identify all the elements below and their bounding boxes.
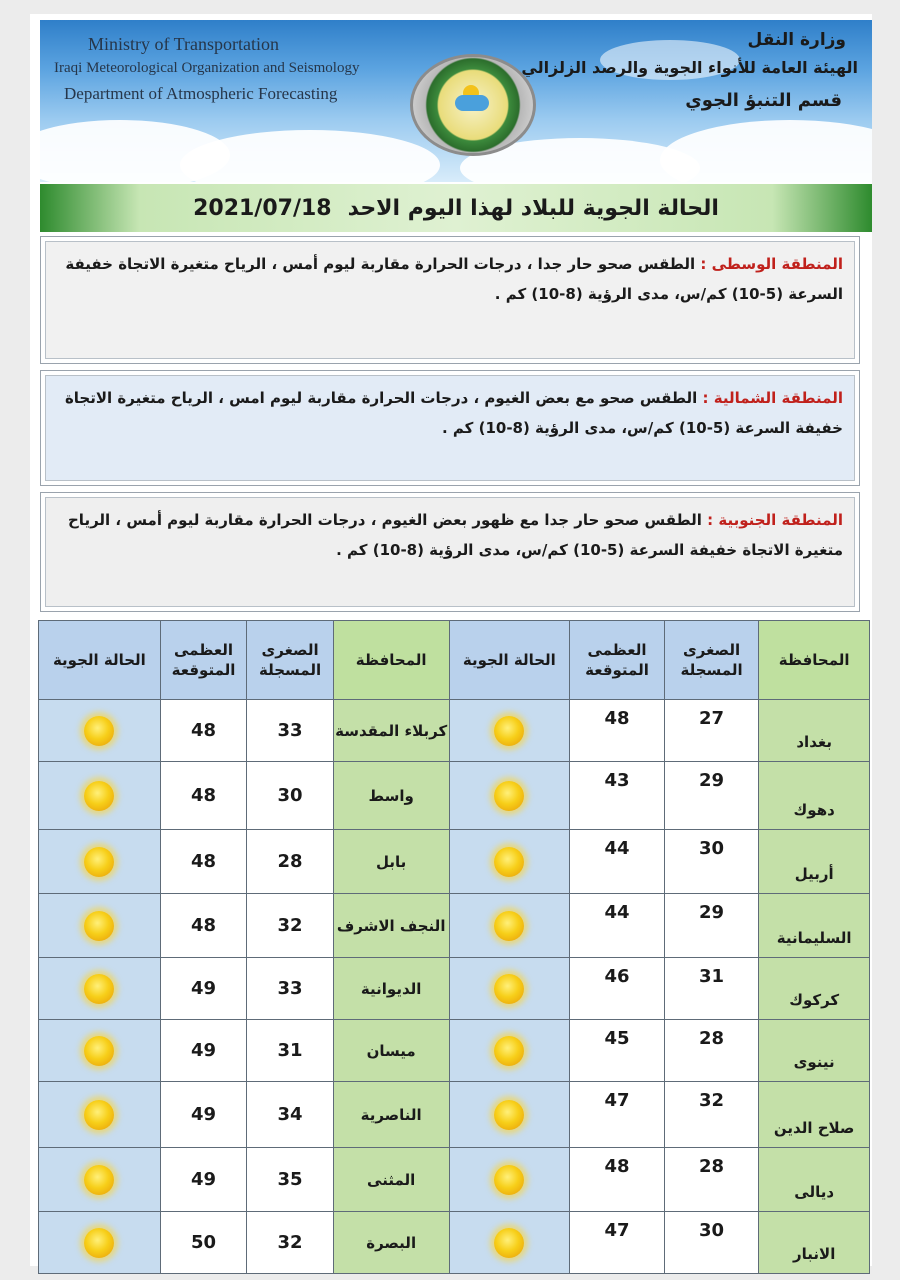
min-temp-cell: 30 xyxy=(664,1212,759,1274)
table-row xyxy=(39,1212,870,1274)
weather-cell xyxy=(39,700,161,762)
weather-cell xyxy=(449,1020,570,1082)
min-temp-cell: 27 xyxy=(664,700,759,762)
weather-cell xyxy=(449,700,570,762)
max-temp-cell: 48 xyxy=(160,762,247,830)
sun-icon xyxy=(84,781,114,811)
max-temp-cell: 45 xyxy=(570,1020,665,1082)
header-province: المحافظة xyxy=(333,621,449,700)
sun-icon xyxy=(494,716,524,746)
title-date: 2021/07/18 xyxy=(193,195,332,221)
region-name: المنطقة الجنوبية : xyxy=(707,511,843,529)
max-temp-cell: 48 xyxy=(570,700,665,762)
max-temp-cell: 46 xyxy=(570,958,665,1020)
sun-icon xyxy=(84,1100,114,1130)
weather-cell xyxy=(449,830,570,894)
weather-cell xyxy=(449,894,570,958)
max-temp-cell: 50 xyxy=(160,1212,247,1274)
table-header-row xyxy=(39,621,870,700)
province-cell: بابل xyxy=(333,830,449,894)
max-temp-cell: 49 xyxy=(160,958,247,1020)
min-temp-cell: 29 xyxy=(664,762,759,830)
weather-cell xyxy=(449,1148,570,1212)
organization-name-en: Iraqi Meteorological Organization and Seismology xyxy=(54,60,360,76)
sun-icon xyxy=(494,1165,524,1195)
ministry-name-en: Ministry of Transportation xyxy=(88,34,280,54)
max-temp-cell: 48 xyxy=(160,894,247,958)
province-cell: نينوى xyxy=(759,1020,870,1082)
max-temp-cell: 49 xyxy=(160,1020,247,1082)
province-cell: المثنى xyxy=(333,1148,449,1212)
table-row xyxy=(39,830,870,894)
min-temp-cell: 30 xyxy=(247,762,334,830)
table-row xyxy=(39,762,870,830)
weather-cell xyxy=(39,1082,161,1148)
province-cell: كركوك xyxy=(759,958,870,1020)
header-province: المحافظة xyxy=(759,621,870,700)
department-name-ar: قسم التنبؤ الجوي xyxy=(685,90,842,111)
province-cell: الانبار xyxy=(759,1212,870,1274)
max-temp-cell: 47 xyxy=(570,1082,665,1148)
sun-icon xyxy=(84,974,114,1004)
province-cell: واسط xyxy=(333,762,449,830)
province-cell: السليمانية xyxy=(759,894,870,958)
min-temp-cell: 28 xyxy=(247,830,334,894)
bulletin-sheet xyxy=(30,14,872,1266)
region-north xyxy=(40,370,860,486)
header-banner xyxy=(40,20,872,182)
max-temp-cell: 47 xyxy=(570,1212,665,1274)
province-cell: كربلاء المقدسة xyxy=(333,700,449,762)
min-temp-cell: 33 xyxy=(247,700,334,762)
header-weather: الحالة الجوية xyxy=(39,621,161,700)
sun-icon xyxy=(494,911,524,941)
min-temp-cell: 28 xyxy=(664,1020,759,1082)
sun-icon xyxy=(84,1036,114,1066)
province-cell: ميسان xyxy=(333,1020,449,1082)
table-row xyxy=(39,1148,870,1212)
min-temp-cell: 28 xyxy=(664,1148,759,1212)
table-row xyxy=(39,700,870,762)
sun-icon xyxy=(84,847,114,877)
min-temp-cell: 32 xyxy=(247,894,334,958)
max-temp-cell: 48 xyxy=(570,1148,665,1212)
max-temp-cell: 44 xyxy=(570,830,665,894)
sun-icon xyxy=(494,974,524,1004)
organization-logo xyxy=(410,54,536,156)
header-min: الصغرى المسجلة xyxy=(247,621,334,700)
logo-cloud-icon xyxy=(455,95,489,111)
weather-cell xyxy=(449,958,570,1020)
weather-cell xyxy=(39,830,161,894)
region-forecast: الطقس صحو مع بعض الغيوم ، درجات الحرارة مقاربة ليوم امس ، الرياح متغيرة الاتجاة خفيفة السرعة (5-10) كم/س، مدى الرؤية (8-10) كم . xyxy=(64,389,843,437)
province-cell: بغداد xyxy=(759,700,870,762)
province-cell: النجف الاشرف xyxy=(333,894,449,958)
organization-name-ar: الهيئة العامة للأنواء الجوية والرصد الزلزالي xyxy=(521,58,858,77)
department-name-en: Department of Atmospheric Forecasting xyxy=(64,84,338,103)
max-temp-cell: 49 xyxy=(160,1082,247,1148)
weather-cell xyxy=(39,894,161,958)
sun-icon xyxy=(84,1228,114,1258)
cloud-shape xyxy=(180,130,440,182)
max-temp-cell: 48 xyxy=(160,700,247,762)
sun-icon xyxy=(494,847,524,877)
header-min: الصغرى المسجلة xyxy=(664,621,759,700)
max-temp-cell: 49 xyxy=(160,1148,247,1212)
table-row xyxy=(39,894,870,958)
bulletin-title xyxy=(40,184,872,232)
weather-cell xyxy=(449,762,570,830)
provinces-table xyxy=(38,620,870,1274)
weather-cell xyxy=(449,1082,570,1148)
region-central xyxy=(40,236,860,364)
province-cell: الناصرية xyxy=(333,1082,449,1148)
region-name: المنطقة الوسطى : xyxy=(700,255,843,273)
min-temp-cell: 33 xyxy=(247,958,334,1020)
header-max: العظمى المتوقعة xyxy=(570,621,665,700)
min-temp-cell: 35 xyxy=(247,1148,334,1212)
min-temp-cell: 31 xyxy=(247,1020,334,1082)
min-temp-cell: 32 xyxy=(247,1212,334,1274)
province-cell: أربيل xyxy=(759,830,870,894)
sun-icon xyxy=(84,716,114,746)
cloud-shape xyxy=(660,120,872,182)
table-row xyxy=(39,1020,870,1082)
min-temp-cell: 31 xyxy=(664,958,759,1020)
province-cell: ديالى xyxy=(759,1148,870,1212)
region-south xyxy=(40,492,860,612)
region-forecast: الطقس صحو حار جدا مع ظهور بعض الغيوم ، درجات الحرارة مقاربة ليوم أمس ، الرياح متغيرة الاتجاة خفيفة السرعة (5-10) كم/س، مدى الرؤية (8-10) كم . xyxy=(68,511,843,559)
sun-icon xyxy=(494,781,524,811)
province-cell: الديوانية xyxy=(333,958,449,1020)
weather-cell xyxy=(39,958,161,1020)
weather-cell xyxy=(449,1212,570,1274)
min-temp-cell: 34 xyxy=(247,1082,334,1148)
region-forecast: الطقس صحو حار جدا ، درجات الحرارة مقاربة ليوم أمس ، الرياح متغيرة الاتجاة خفيفة السرعة (5-10) كم/س، مدى الرؤية (8-10) كم . xyxy=(65,255,843,303)
region-name: المنطقة الشمالية : xyxy=(702,389,843,407)
ministry-name-ar: وزارة النقل xyxy=(747,30,846,50)
min-temp-cell: 32 xyxy=(664,1082,759,1148)
sun-icon xyxy=(494,1228,524,1258)
table-row xyxy=(39,958,870,1020)
header-max: العظمى المتوقعة xyxy=(160,621,247,700)
sun-icon xyxy=(84,1165,114,1195)
max-temp-cell: 48 xyxy=(160,830,247,894)
sun-icon xyxy=(494,1100,524,1130)
province-cell: البصرة xyxy=(333,1212,449,1274)
province-cell: صلاح الدين xyxy=(759,1082,870,1148)
header-weather: الحالة الجوية xyxy=(449,621,570,700)
max-temp-cell: 43 xyxy=(570,762,665,830)
weather-cell xyxy=(39,1212,161,1274)
weather-cell xyxy=(39,1148,161,1212)
weather-cell xyxy=(39,762,161,830)
weather-cell xyxy=(39,1020,161,1082)
sun-icon xyxy=(494,1036,524,1066)
title-text: الحالة الجوية للبلاد لهذا اليوم الاحد xyxy=(347,195,719,221)
table-row xyxy=(39,1082,870,1148)
sun-icon xyxy=(84,911,114,941)
min-temp-cell: 30 xyxy=(664,830,759,894)
max-temp-cell: 44 xyxy=(570,894,665,958)
min-temp-cell: 29 xyxy=(664,894,759,958)
province-cell: دهوك xyxy=(759,762,870,830)
